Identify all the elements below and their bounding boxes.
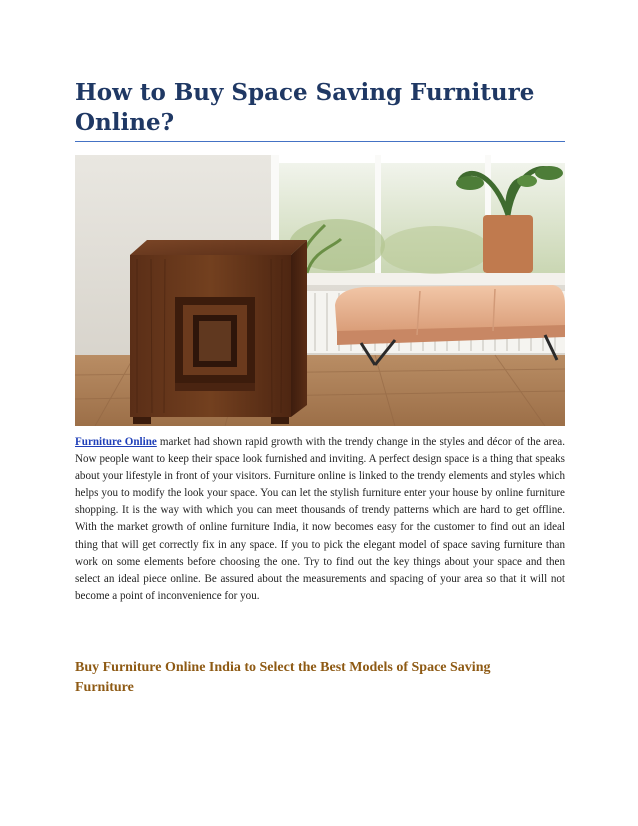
intro-paragraph bbox=[75, 434, 565, 605]
furniture-online-link[interactable]: Furniture Online bbox=[75, 436, 157, 448]
page-title: How to Buy Space Saving Furniture Online? bbox=[75, 79, 535, 136]
title-divider bbox=[75, 141, 565, 142]
furniture-photo bbox=[75, 155, 565, 426]
intro-text: market had shown rapid growth with the trendy change in the styles and décor of the area. Now people want to keep their space look furnished and inviting. A perfect design space is a thing that speaks about your lifestyle in front of your visitors. Furniture online is linked to the trendy elements and styles which helps you to modify the look your space. You can let the stylish furniture enter your house by online furniture shopping. It is the way with which you can meet thousands of trendy patterns which are hard to get offline. With the market growth of online furniture India, it now becomes easy for the customer to find out an ideal thing that will get correctly fix in any space. If you to pick the elegant model of space saving furniture than work on some elements before choosing the one. Try to find out the key things about your space and then select an ideal piece online. Be assured about the measurements and spacing of your area so that it will not become a point of inconvenience for you. bbox=[75, 436, 565, 602]
section-heading: Buy Furniture Online India to Select the Best Models of Space Saving Furniture bbox=[75, 660, 491, 695]
